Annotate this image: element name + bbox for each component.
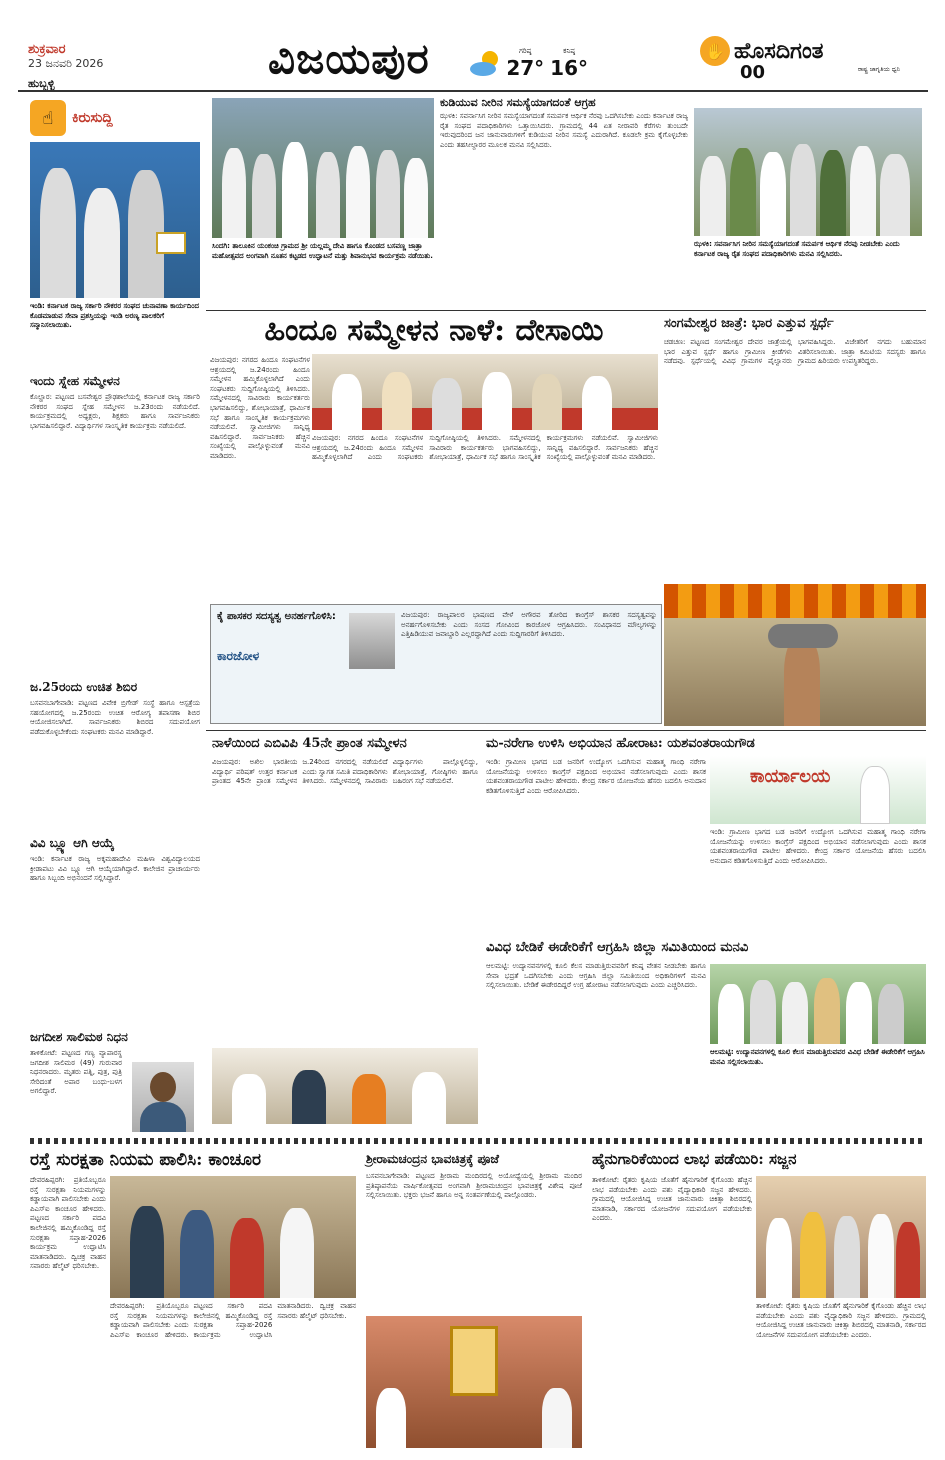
brand-logo-icon: ✋ bbox=[700, 36, 730, 66]
karajol-kicker: ಕೈ ಪಾಸಕರ ಸದಸ್ಯತ್ವ ಅನರ್ಹಗೊಳಿಸಿ: bbox=[217, 611, 336, 622]
bottom-divider-stripe bbox=[30, 1138, 926, 1144]
abvp-body: ವಿಜಯಪುರ: ಅಖಿಲ ಭಾರತೀಯ ವಿದ್ಯಾರ್ಥಿ ಪರಿಷತ್ ಉತ್ತರ ಕರ್ನಾಟಕ ಪ್ರಾಂತದ 45ನೇ ಪ್ರಾಂತ ಸಮ್ಮೇಳನ ಜ.24ರಿಂದ ನಗರದಲ್ಲಿ ನಡೆಯಲಿದೆ ಎಂದು ಸ್ವಾಗತ ಸಮಿತಿ ಪದಾಧಿಕಾರಿಗಳು ತಿಳಿಸಿದರು. ಸಮ್ಮೇಳನದಲ್ಲಿ ಸಾವಿರಾರು ವಿದ್ಯಾರ್ಥಿಗಳು ಪಾಲ್ಗೊಳ್ಳಲಿದ್ದು, ಶೋಭಾಯಾತ್ರೆ, ಗೋಷ್ಠಿಗಳು ಹಾಗೂ ಬಹಿರಂಗ ಸಭೆ ನಡೆಯಲಿವೆ. bbox=[212, 758, 478, 786]
dairy-body: ತಾಳಿಕೋಟೆ: ರೈತರು ಕೃಷಿಯ ಜೊತೆಗೆ ಹೈನುಗಾರಿಕೆ ಕೈಗೊಂಡು ಹೆಚ್ಚಿನ ಲಾಭ ಪಡೆಯಬೇಕು ಎಂದು ಪಶು ವೈದ್ಯಾಧಿಕಾರಿ ಸಜ್ಜನ ಹೇಳಿದರು. ಗ್ರಾಮದಲ್ಲಿ ಆಯೋಜಿಸಿದ್ದ ಉಚಿತ ಜಾನುವಾರು ಚಿಕಿತ್ಸಾ ಶಿಬಿರದಲ್ಲಿ ಮಾತನಾಡಿ, ಸರ್ಕಾರದ ಯೋಜನೆಗಳ ಸದುಪಯೋಗ ಪಡೆಯಬೇಕು ಎಂದರು. bbox=[592, 1176, 752, 1223]
ramachandra-photo bbox=[366, 1316, 582, 1448]
road-body: ದೇವರಹಿಪ್ಪರಗಿ: ಪ್ರತಿಯೊಬ್ಬರೂ ರಸ್ತೆ ಸುರಕ್ಷತಾ ನಿಯಮಗಳನ್ನು ಕಡ್ಡಾಯವಾಗಿ ಪಾಲಿಸಬೇಕು ಎಂದು ಪಿಎಸ್‌ಐ ಕಾಂಚೂರ ಹೇಳಿದರು. ಪಟ್ಟಣದ ಸರ್ಕಾರಿ ಪದವಿ ಕಾಲೇಜಿನಲ್ಲಿ ಹಮ್ಮಿಕೊಂಡಿದ್ದ ರಸ್ತೆ ಸುರಕ್ಷತಾ ಸಪ್ತಾಹ-2026 ಕಾರ್ಯಕ್ರಮ ಉದ್ಘಾಟಿಸಿ ಮಾತನಾಡಿದರು. ದ್ವಿಚಕ್ರ ವಾಹನ ಸವಾರರು ಹೆಲ್ಮೆಟ್ ಧರಿಸಬೇಕು. bbox=[30, 1176, 106, 1271]
masthead-title: ವಿಜಯಪುರ bbox=[268, 34, 430, 83]
nrega-headline: ಮ-ನರೇಗಾ ಉಳಿಸಿ ಅಭಿಯಾನ ಹೋರಾಟ: ಯಶವಂತರಾಯಗೌಡ bbox=[486, 736, 755, 751]
header-rule bbox=[18, 90, 928, 92]
kirusuddi-photo bbox=[30, 142, 200, 298]
yankanchi-caption: ಸಿಂದಗಿ: ತಾಲೂಕಿನ ಯಂಕಂಚಿ ಗ್ರಾಮದ ಶ್ರೀ ಯಲ್ಲಮ್ಮ ದೇವಿ ಹಾಗೂ ಕೊಂಡದ ಬಸವಣ್ಣ ಜಾತ್ರಾ ಮಹೋತ್ಸವದ ಅಂಗವಾಗಿ ನೂತನ ಕಟ್ಟಡದ ಉದ್ಘಾಟನೆ ಮತ್ತು ಶಿವಾನುಭವ ಕಾರ್ಯಕ್ರಮ ನಡೆಯಿತು. bbox=[212, 242, 433, 260]
demands-headline: ವಿವಿಧ ಬೇಡಿಕೆ ಈಡೇರಿಕೆಗೆ ಆಗ್ರಹಿಸಿ ಜಿಲ್ಲಾ ಸಮಿತಿಯಿಂದ ಮನವಿ bbox=[486, 940, 749, 955]
dairy-photo bbox=[756, 1176, 926, 1298]
sangameshwar-photo bbox=[664, 584, 926, 726]
demands-caption: ಆಲಮಟ್ಟಿ: ಉದ್ಯಾನವನಗಳಲ್ಲಿ ಕೂಲಿ ಕೆಲಸ ಮಾಡುತ್ತಿರುವವರ ವಿವಿಧ ಬೇಡಿಕೆ ಈಡೇರಿಕೆಗೆ ಆಗ್ರಹಿಸಿ ಮನವಿ ಸಲ್ಲಿಸಲಾಯಿತು. bbox=[710, 1048, 925, 1066]
karajol-speaker: ಕಾರಜೋಳ bbox=[217, 649, 260, 663]
temp-min-label: ಕನಿಷ್ಠ bbox=[563, 46, 575, 55]
road-headline: ರಸ್ತೆ ಸುರಕ್ಷತಾ ನಿಯಮ ಪಾಲಿಸಿ: ಕಾಂಚೂರ bbox=[30, 1150, 261, 1170]
sangameshwar-body: ಚಡಚಣ: ಪಟ್ಟಣದ ಸಂಗಮೇಶ್ವರ ದೇವರ ಜಾತ್ರೆಯಲ್ಲಿ ಭಾರ ಎತ್ತುವ ಸ್ಪರ್ಧೆ ಹಾಗೂ ಗ್ರಾಮೀಣ ಕ್ರೀಡೆಗಳು ನಡೆದವು. ಸ್ಪರ್ಧೆಯಲ್ಲಿ ವಿವಿಧ ಗ್ರಾಮಗಳ ಪೈಲ್ವಾನರು ಭಾಗವಹಿಸಿದ್ದರು. ವಿಜೇತರಿಗೆ ನಗದು ಬಹುಮಾನ ವಿತರಿಸಲಾಯಿತು. ಜಾತ್ರಾ ಕಮಿಟಿಯ ಸದಸ್ಯರು ಹಾಗೂ ಗ್ರಾಮದ ಹಿರಿಯರು ಉಪಸ್ಥಿತರಿದ್ದರು. bbox=[664, 338, 926, 366]
demands-body: ಆಲಮಟ್ಟಿ: ಉದ್ಯಾನವನಗಳಲ್ಲಿ ಕೂಲಿ ಕೆಲಸ ಮಾಡುತ್ತಿರುವವರಿಗೆ ಕನಿಷ್ಠ ವೇತನ ನೀಡಬೇಕು ಹಾಗೂ ಸೇವಾ ಭದ್ರತೆ ಒದಗಿಸಬೇಕು ಎಂದು ಆಗ್ರಹಿಸಿ ಜಿಲ್ಲಾ ಸಮಿತಿಯಿಂದ ಅಧಿಕಾರಿಗಳಿಗೆ ಮನವಿ ಸಲ್ಲಿಸಲಾಯಿತು. ಬೇಡಿಕೆ ಈಡೇರದಿದ್ದರೆ ಉಗ್ರ ಹೋರಾಟ ನಡೆಸಲಾಗುವುದು ಎಂದು ಎಚ್ಚರಿಸಿದರು. bbox=[486, 962, 706, 990]
ramachandra-headline: ಶ್ರೀರಾಮಚಂದ್ರನ ಭಾವಚಿತ್ರಕ್ಕೆ ಪೂಜೆ bbox=[366, 1152, 499, 1166]
abvp-press-photo bbox=[212, 1048, 478, 1124]
brief-title: ಜ.25ರಂದು ಉಚಿತ ಶಿಬಿರ bbox=[30, 680, 138, 694]
section-divider bbox=[206, 310, 926, 311]
brief-body: ಬಸವನಬಾಗೇವಾಡಿ: ಪಟ್ಟಣದ ವಿವೇಕ ಬ್ರಿಗೇಡ್ ಸಂಸ್ಥೆ ಹಾಗೂ ಆಸ್ಪತ್ರೆಯ ಸಹಯೋಗದಲ್ಲಿ ಜ.25ರಂದು ಉಚಿತ ಆರೋಗ್ಯ ತಪಾಸಣಾ ಶಿಬಿರ ಆಯೋಜಿಸಲಾಗಿದೆ. ಸಾರ್ವಜನಿಕರು ಶಿಬಿರದ ಸದುಪಯೋಗ ಪಡೆದುಕೊಳ್ಳಬೇಕೆಂದು ಸಂಘಟಕರು ಮನವಿ ಮಾಡಿದ್ದಾರೆ. bbox=[30, 699, 200, 736]
abvp-headline: ನಾಳೆಯಿಂದ ಎಬಿವಿಪಿ 45ನೇ ಪ್ರಾಂತ ಸಮ್ಮೇಳನ bbox=[212, 736, 407, 751]
header-dateline bbox=[28, 42, 188, 91]
brief-body: ತಾಳಿಕೋಟೆ: ಪಟ್ಟಣದ ಗಣ್ಯ ವ್ಯಾಪಾರಸ್ಥ ಜಗದೀಶ ಸಾಲಿಮಠ (49) ಗುರುವಾರ ನಿಧನರಾದರು. ಮೃತರು ಪತ್ನಿ, ಪುತ್ರ, ಪುತ್ರಿ ಸೇರಿದಂತೆ ಅಪಾರ ಬಂಧು-ಬಳಗ ಅಗಲಿದ್ದಾರೆ. bbox=[30, 1049, 122, 1096]
kirusuddi-header bbox=[30, 98, 200, 138]
brief-item bbox=[30, 374, 200, 693]
brand-block bbox=[700, 36, 900, 86]
temp-max: 27° bbox=[506, 55, 545, 80]
nrega-body-cont: ಇಂಡಿ: ಗ್ರಾಮೀಣ ಭಾಗದ ಬಡ ಜನರಿಗೆ ಉದ್ಯೋಗ ಒದಗಿಸುವ ಮಹಾತ್ಮ ಗಾಂಧಿ ನರೇಗಾ ಯೋಜನೆಯನ್ನು ಉಳಿಸಲು ಕಾಂಗ್ರೆಸ್ ಪಕ್ಷದಿಂದ ಅಭಿಯಾನ ನಡೆಸಲಾಗುವುದು ಎಂದು ಶಾಸಕ ಯಶವಂತರಾಯಗೌಡ ಪಾಟೀಲ ಹೇಳಿದರು. ಕೇಂದ್ರ ಸರ್ಕಾರ ಯೋಜನೆಯ ಹೆಸರು ಬದಲಿಸಿ ಅನುದಾನ ಕಡಿತಗೊಳಿಸುತ್ತಿದೆ ಎಂದು ಆರೋಪಿಸಿದರು. bbox=[710, 828, 926, 865]
hindu-body: ವಿಜಯಪುರ: ನಗರದ ಹಿಂದೂ ಸಂಘಟನೆಗಳ ಆಶ್ರಯದಲ್ಲಿ ಜ.24ರಂದು ಹಿಂದೂ ಸಮ್ಮೇಳನ ಹಮ್ಮಿಕೊಳ್ಳಲಾಗಿದೆ ಎಂದು ಸಂಘಟಕರು ಸುದ್ದಿಗೋಷ್ಠಿಯಲ್ಲಿ ತಿಳಿಸಿದರು. ಸಮ್ಮೇಳನದಲ್ಲಿ ಸಾವಿರಾರು ಕಾರ್ಯಕರ್ತರು ಭಾಗವಹಿಸಲಿದ್ದು, ಶೋಭಾಯಾತ್ರೆ, ಧಾರ್ಮಿಕ ಸಭೆ ಹಾಗೂ ಸಾಂಸ್ಕೃತಿಕ ಕಾರ್ಯಕ್ರಮಗಳು ನಡೆಯಲಿವೆ. ಸ್ವಾಮೀಜಿಗಳು ಸಾನ್ನಿಧ್ಯ ವಹಿಸಲಿದ್ದಾರೆ. ಸಾರ್ವಜನಿಕರು ಹೆಚ್ಚಿನ ಸಂಖ್ಯೆಯಲ್ಲಿ ಪಾಲ್ಗೊಳ್ಳುವಂತೆ ಮನವಿ ಮಾಡಿದರು. bbox=[210, 356, 310, 460]
edition-label: ಹುಬ್ಬಳ್ಳಿ bbox=[28, 77, 55, 90]
ramachandra-body: ಬಸವನಬಾಗೇವಾಡಿ: ಪಟ್ಟಣದ ಶ್ರೀರಾಮ ಮಂದಿರದಲ್ಲಿ ಅಯೋಧ್ಯೆಯಲ್ಲಿ ಶ್ರೀರಾಮ ಮಂದಿರ ಪ್ರತಿಷ್ಠಾಪನೆಯ ವಾರ್ಷಿಕೋತ್ಸವದ ಅಂಗವಾಗಿ ಶ್ರೀರಾಮಚಂದ್ರನ ಭಾವಚಿತ್ರಕ್ಕೆ ವಿಶೇಷ ಪೂಜೆ ಸಲ್ಲಿಸಲಾಯಿತು. ಭಕ್ತರು ಭಜನೆ ಹಾಗೂ ಅನ್ನ ಸಂತರ್ಪಣೆಯಲ್ಲಿ ಪಾಲ್ಗೊಂಡರು. bbox=[366, 1172, 582, 1200]
partly-cloudy-icon bbox=[468, 48, 500, 78]
brief-title: ಜಗದೀಶ ಸಾಲಿಮಠ ನಿಧನ bbox=[30, 1030, 128, 1044]
brief-body: ಕೊಲ್ಹಾರ: ಪಟ್ಟಣದ ಬಸವೇಶ್ವರ ಪ್ರೌಢಶಾಲೆಯಲ್ಲಿ ಕರ್ನಾಟಕ ರಾಜ್ಯ ಸರ್ಕಾರಿ ನೌಕರರ ಸಂಘದ ಸ್ನೇಹ ಸಮ್ಮೇಳನ ಜ.23ರಂದು ನಡೆಯಲಿದೆ. ಕಾರ್ಯಕ್ರಮದಲ್ಲಿ ಅಧ್ಯಕ್ಷರು, ಶಿಕ್ಷಕರು ಹಾಗೂ ಸಾರ್ವಜನಿಕರು ಭಾಗವಹಿಸಲಿದ್ದಾರೆ. ವಿದ್ಯಾರ್ಥಿಗಳ ಸಾಂಸ್ಕೃತಿಕ ಕಾರ್ಯಕ್ರಮ ನಡೆಯಲಿದೆ. bbox=[30, 393, 200, 430]
hindu-headline: ಹಿಂದೂ ಸಮ್ಮೇಳನ ನಾಳೆ: ದೇಸಾಯಿ bbox=[264, 313, 604, 348]
water-body: ಝಳಕಿ: ಸವರ್ನಾಸಿಗ ನೀರಿನ ಸಮಸ್ಯೆಯಾಗದಂತೆ ಸಮರ್ಪಕ ಆರ್ಥಿಕ ನೆರವು ಒದಗಿಸಬೇಕು ಎಂದು ಕರ್ನಾಟಕ ರಾಜ್ಯ ರೈತ ಸಂಘದ ಪದಾಧಿಕಾರಿಗಳು ಒತ್ತಾಯಿಸಿದರು. ಗ್ರಾಮದಲ್ಲಿ 44 ಏತ ನೀರಾವರಿ ಕೆರೆಗಳು ತುಂಬದೇ ಇರುವುದರಿಂದ ಜನ ಜಾನುವಾರುಗಳಿಗೆ ಕುಡಿಯುವ ನೀರಿನ ಸಮಸ್ಯೆ ಎದುರಾಗಿದೆ. ಕೂಡಲೇ ಕ್ರಮ ಕೈಗೊಳ್ಳಬೇಕು ಎಂದು ತಹಸೀಲ್ದಾರರ ಮೂಲಕ ಮನವಿ ಸಲ್ಲಿಸಿದರು. bbox=[440, 112, 688, 149]
date-label: 23 ಜನವರಿ 2026 bbox=[28, 57, 104, 70]
hand-icon: ☝ bbox=[30, 100, 66, 136]
karajol-photo bbox=[349, 613, 395, 669]
kirusuddi-label: ಕಿರುಸುದ್ದಿ bbox=[72, 110, 113, 126]
temp-max-label: ಗರಿಷ್ಠ bbox=[519, 46, 532, 55]
brief-body: ಇಂಡಿ: ಕರ್ನಾಟಕ ರಾಜ್ಯ ಅಕ್ಕಮಹಾದೇವಿ ಮಹಿಳಾ ವಿಶ್ವವಿದ್ಯಾಲಯದ ಕ್ರೀಡಾಪಟು ವಿವಿ ಬ್ಲ್ಯೂ ಆಗಿ ಆಯ್ಕೆಯಾಗಿದ್ದಾರೆ. ಕಾಲೇಜಿನ ಪ್ರಾಚಾರ್ಯರು ಹಾಗೂ ಸಿಬ್ಬಂದಿ ಅಭಿನಂದನೆ ಸಲ್ಲಿಸಿದ್ದಾರೆ. bbox=[30, 855, 200, 883]
hindu-press-photo bbox=[312, 354, 658, 430]
nrega-banner-photo bbox=[710, 756, 926, 824]
day-label: ಶುಕ್ರವಾರ bbox=[28, 42, 66, 57]
hindu-body-columns: ವಿಜಯಪುರ: ನಗರದ ಹಿಂದೂ ಸಂಘಟನೆಗಳ ಆಶ್ರಯದಲ್ಲಿ ಜ.24ರಂದು ಹಿಂದೂ ಸಮ್ಮೇಳನ ಹಮ್ಮಿಕೊಳ್ಳಲಾಗಿದೆ ಎಂದು ಸಂಘಟಕರು ಸುದ್ದಿಗೋಷ್ಠಿಯಲ್ಲಿ ತಿಳಿಸಿದರು. ಸಮ್ಮೇಳನದಲ್ಲಿ ಸಾವಿರಾರು ಕಾರ್ಯಕರ್ತರು ಭಾಗವಹಿಸಲಿದ್ದು, ಶೋಭಾಯಾತ್ರೆ, ಧಾರ್ಮಿಕ ಸಭೆ ಹಾಗೂ ಸಾಂಸ್ಕೃತಿಕ ಕಾರ್ಯಕ್ರಮಗಳು ನಡೆಯಲಿವೆ. ಸ್ವಾಮೀಜಿಗಳು ಸಾನ್ನಿಧ್ಯ ವಹಿಸಲಿದ್ದಾರೆ. ಸಾರ್ವಜನಿಕರು ಹೆಚ್ಚಿನ ಸಂಖ್ಯೆಯಲ್ಲಿ ಪಾಲ್ಗೊಳ್ಳುವಂತೆ ಮನವಿ ಮಾಡಿದರು. bbox=[312, 434, 658, 462]
brief-title: ಇಂದು ಸ್ನೇಹ ಸಮ್ಮೇಳನ bbox=[30, 374, 120, 388]
sangameshwar-headline: ಸಂಗಮೇಶ್ವರ ಜಾತ್ರೆ: ಭಾರ ಎತ್ತುವ ಸ್ಪರ್ಧೆ bbox=[664, 316, 834, 331]
road-photo bbox=[110, 1176, 356, 1298]
water-caption: ಝಳಕಿ: ಸವರ್ನಾಸಿಗ ನೀರಿನ ಸಮಸ್ಯೆಯಾಗದಂತೆ ಸಮರ್ಪಕ ಆರ್ಥಿಕ ನೆರವು ನೀಡಬೇಕು ಎಂದು ಕರ್ನಾಟಕ ರಾಜ್ಯ ರೈತ ಸಂಘದ ಪದಾಧಿಕಾರಿಗಳು ಮನವಿ ಸಲ್ಲಿಸಿದರು. bbox=[694, 240, 900, 258]
demands-photo bbox=[710, 964, 926, 1044]
nrega-body: ಇಂಡಿ: ಗ್ರಾಮೀಣ ಭಾಗದ ಬಡ ಜನರಿಗೆ ಉದ್ಯೋಗ ಒದಗಿಸುವ ಮಹಾತ್ಮ ಗಾಂಧಿ ನರೇಗಾ ಯೋಜನೆಯನ್ನು ಉಳಿಸಲು ಕಾಂಗ್ರೆಸ್ ಪಕ್ಷದಿಂದ ಅಭಿಯಾನ ನಡೆಸಲಾಗುವುದು ಎಂದು ಶಾಸಕ ಯಶವಂತರಾಯಗೌಡ ಪಾಟೀಲ ಹೇಳಿದರು. ಕೇಂದ್ರ ಸರ್ಕಾರ ಯೋಜನೆಯ ಹೆಸರು ಬದಲಿಸಿ ಅನುದಾನ ಕಡಿತಗೊಳಿಸುತ್ತಿದೆ ಎಂದು ಆರೋಪಿಸಿದರು. bbox=[486, 758, 706, 795]
temp-min: 16° bbox=[550, 55, 588, 80]
banner-text: ಕಾರ್ಯಾಲಯ bbox=[750, 766, 831, 787]
karajol-body: ವಿಜಯಪುರ: ರಾಜ್ಯಪಾಲರ ಭಾಷಣದ ವೇಳೆ ಅಗೌರವ ತೋರಿದ ಕಾಂಗ್ರೆಸ್ ಶಾಸಕರ ಸದಸ್ಯತ್ವವನ್ನು ಅನರ್ಹಗೊಳಿಸಬೇಕು ಎಂದು ಸಂಸದ ಗೋವಿಂದ ಕಾರಜೋಳ ಆಗ್ರಹಿಸಿದರು. ಸಂವಿಧಾನದ ಮೌಲ್ಯಗಳನ್ನು ಎತ್ತಿಹಿಡಿಯುವ ಜವಾಬ್ದಾರಿ ಎಲ್ಲರದ್ದಾಗಿದೆ ಎಂದು ಸುದ್ದಿಗಾರರಿಗೆ ತಿಳಿಸಿದರು. bbox=[401, 611, 657, 639]
obituary-photo bbox=[132, 1062, 194, 1132]
road-body-cols: ದೇವರಹಿಪ್ಪರಗಿ: ಪ್ರತಿಯೊಬ್ಬರೂ ರಸ್ತೆ ಸುರಕ್ಷತಾ ನಿಯಮಗಳನ್ನು ಕಡ್ಡಾಯವಾಗಿ ಪಾಲಿಸಬೇಕು ಎಂದು ಪಿಎಸ್‌ಐ ಕಾಂಚೂರ ಹೇಳಿದರು. ಪಟ್ಟಣದ ಸರ್ಕಾರಿ ಪದವಿ ಕಾಲೇಜಿನಲ್ಲಿ ಹಮ್ಮಿಕೊಂಡಿದ್ದ ರಸ್ತೆ ಸುರಕ್ಷತಾ ಸಪ್ತಾಹ-2026 ಕಾರ್ಯಕ್ರಮ ಉದ್ಘಾಟಿಸಿ ಮಾತನಾಡಿದರು. ದ್ವಿಚಕ್ರ ವಾಹನ ಸವಾರರು ಹೆಲ್ಮೆಟ್ ಧರಿಸಬೇಕು. bbox=[110, 1302, 356, 1339]
water-headline: ಕುಡಿಯುವ ನೀರಿನ ಸಮಸ್ಯೆಯಾಗದಂತೆ ಆಗ್ರಹ bbox=[440, 96, 596, 109]
brief-title: ವಿವಿ ಬ್ಲ್ಯೂ ಆಗಿ ಆಯ್ಕೆ bbox=[30, 836, 115, 850]
brand-tagline: ರಾಷ್ಟ್ರ ಜಾಗೃತಿಯ ಧ್ವನಿ bbox=[857, 66, 900, 73]
dairy-headline: ಹೈನುಗಾರಿಕೆಯಿಂದ ಲಾಭ ಪಡೆಯಿರಿ: ಸಜ್ಜನ bbox=[592, 1150, 797, 1168]
kirusuddi-photo-caption: ಇಂಡಿ: ಕರ್ನಾಟಕ ರಾಜ್ಯ ಸರ್ಕಾರಿ ನೌಕರರ ಸಂಘದ ಚುನಾವಣಾ ಕಾರ್ಯದಿಂದ ಕೊಡಮಾಡುವ ಸೇವಾ ಪ್ರಶಸ್ತಿಯನ್ನು ಇಂಡಿ ಅರಣ್ಯ ಪಾಲಕರಿಗೆ ಸನ್ಮಾನಿಸಲಾಯಿತು. bbox=[30, 302, 199, 330]
weather-box bbox=[468, 40, 588, 86]
water-photo bbox=[694, 108, 922, 236]
karajol-box bbox=[210, 604, 662, 724]
brief-item bbox=[30, 836, 200, 1025]
page-number: 00 bbox=[740, 62, 766, 83]
dairy-body-cont: ತಾಳಿಕೋಟೆ: ರೈತರು ಕೃಷಿಯ ಜೊತೆಗೆ ಹೈನುಗಾರಿಕೆ ಕೈಗೊಂಡು ಹೆಚ್ಚಿನ ಲಾಭ ಪಡೆಯಬೇಕು ಎಂದು ಪಶು ವೈದ್ಯಾಧಿಕಾರಿ ಸಜ್ಜನ ಹೇಳಿದರು. ಗ್ರಾಮದಲ್ಲಿ ಆಯೋಜಿಸಿದ್ದ ಉಚಿತ ಜಾನುವಾರು ಚಿಕಿತ್ಸಾ ಶಿಬಿರದಲ್ಲಿ ಮಾತನಾಡಿ, ಸರ್ಕಾರದ ಯೋಜನೆಗಳ ಸದುಪಯೋಗ ಪಡೆಯಬೇಕು ಎಂದರು. bbox=[756, 1302, 926, 1339]
section-divider bbox=[206, 730, 926, 731]
brand-name: ಹೊಸದಿಗಂತ bbox=[734, 38, 824, 64]
yankanchi-photo bbox=[212, 98, 434, 238]
